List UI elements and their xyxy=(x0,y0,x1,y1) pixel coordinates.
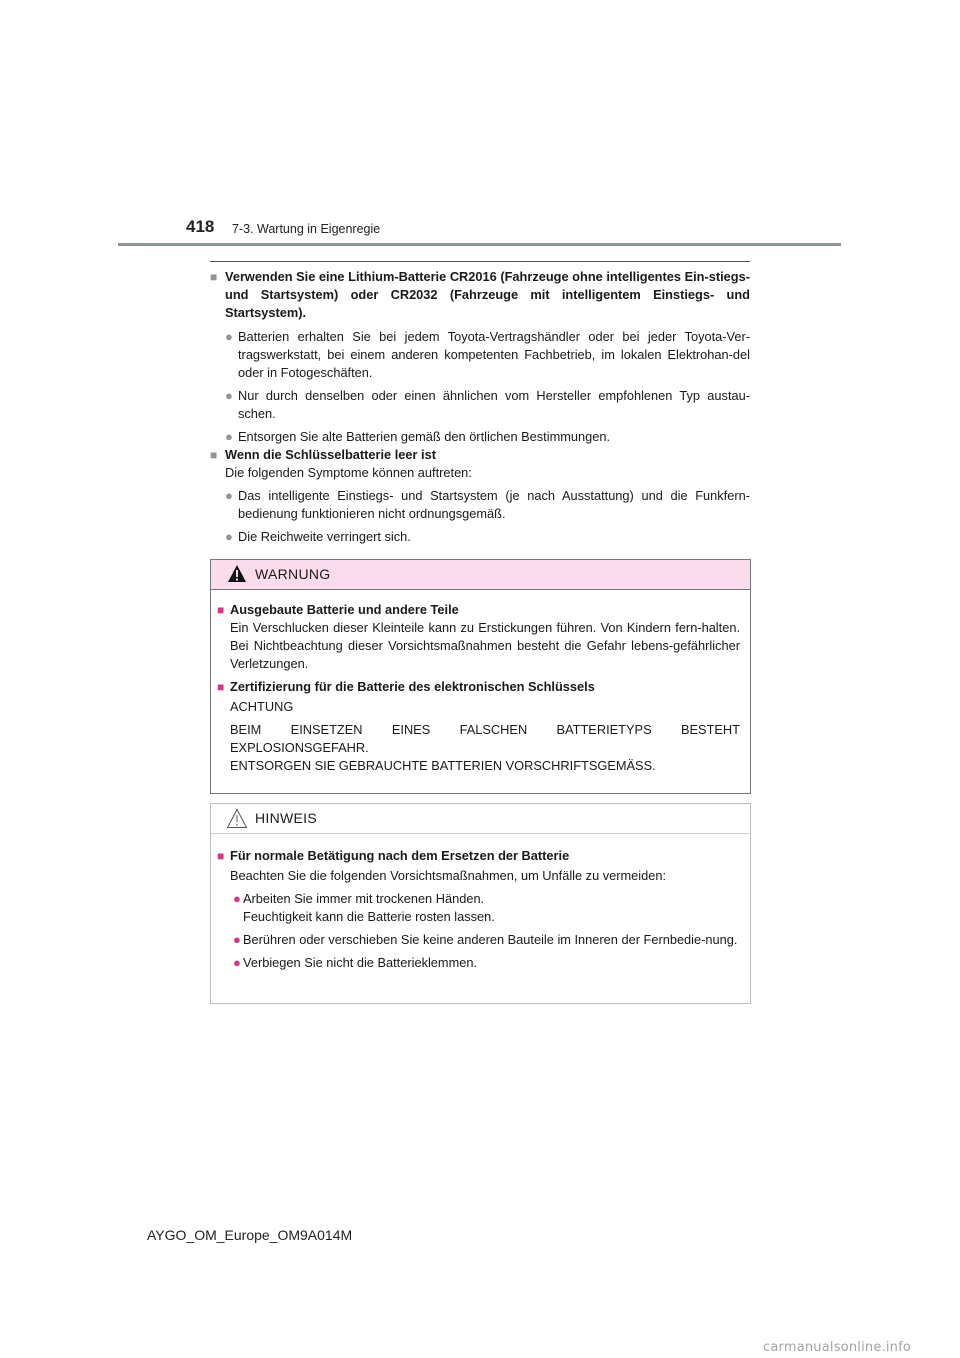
list-item: Nur durch denselben oder einen ähnlichen vom Hersteller empfohlenen Typ austau-schen. xyxy=(238,388,750,421)
section-heading: Verwenden Sie eine Lithium-Batterie CR2016 (Fahrzeuge ohne intelligentes Ein-stiegs- und Startsystem) oder CR2032 (Fahrzeuge mit intelligentem Einstiegs- und Startsystem). xyxy=(225,269,750,320)
page-number: 418 xyxy=(186,217,215,236)
circle-bullet-icon: ● xyxy=(225,488,233,503)
square-bullet-icon: ■ xyxy=(217,680,225,694)
empty-battery-section xyxy=(210,446,750,546)
square-bullet-icon: ■ xyxy=(210,448,218,462)
list-item: Entsorgen Sie alte Batterien gemäß den örtlichen Bestimmungen. xyxy=(238,429,611,444)
header-rule xyxy=(118,243,841,246)
hint-item: Verbiegen Sie nicht die Batterieklemmen. xyxy=(243,955,478,970)
section-intro: Die folgenden Symptome können auftreten: xyxy=(225,465,472,480)
warning-caution-label: ACHTUNG xyxy=(230,699,294,714)
document-id: AYGO_OM_Europe_OM9A014M xyxy=(147,1227,353,1243)
warning-item-heading: Ausgebaute Batterie und andere Teile xyxy=(230,602,459,617)
circle-bullet-icon: ● xyxy=(225,388,233,403)
list-item: Die Reichweite verringert sich. xyxy=(238,529,411,544)
circle-bullet-icon: ● xyxy=(233,891,241,906)
hint-item: Arbeiten Sie immer mit trockenen Händen. xyxy=(243,891,485,906)
caution-triangle-icon xyxy=(226,808,248,829)
battery-type-section xyxy=(210,268,750,451)
hint-intro: Beachten Sie die folgenden Vorsichtsmaßnahmen, um Unfälle zu vermeiden: xyxy=(230,868,667,883)
content-top-rule xyxy=(210,261,750,262)
square-bullet-icon: ■ xyxy=(217,603,225,617)
warning-caution-text: BEIM EINSETZEN EINES FALSCHEN BATTERIETYPS BESTEHT EXPLOSIONSGEFAHR. xyxy=(230,722,740,755)
list-item: Batterien erhalten Sie bei jedem Toyota-Vertragshändler oder bei jeder Toyota-Ver-tragswerkstatt, bei einem anderen kompetenten Fachbetrieb, im lokalen Elektrohan-del oder in Fotogeschäften. xyxy=(238,329,750,380)
hint-item-detail: Feuchtigkeit kann die Batterie rosten lassen. xyxy=(243,909,495,924)
hint-title: HINWEIS xyxy=(255,810,317,826)
warning-title: WARNUNG xyxy=(255,566,331,582)
warning-triangle-icon xyxy=(227,564,247,583)
hint-item: Berühren oder verschieben Sie keine anderen Bauteile im Inneren der Fernbedie-nung. xyxy=(243,932,738,947)
square-bullet-icon: ■ xyxy=(217,849,225,863)
warning-box xyxy=(210,559,751,794)
warning-header xyxy=(211,560,750,590)
section-title: 7-3. Wartung in Eigenregie xyxy=(232,222,381,236)
circle-bullet-icon: ● xyxy=(225,329,233,344)
square-bullet-icon: ■ xyxy=(210,270,218,284)
hint-box xyxy=(210,803,751,1004)
hint-heading: Für normale Betätigung nach dem Ersetzen der Batterie xyxy=(230,848,570,863)
list-item: Das intelligente Einstiegs- und Startsystem (je nach Ausstattung) und die Funkfern-bedienung funktionieren nicht ordnungsgemäß. xyxy=(238,488,750,521)
watermark: carmanualsonline.info xyxy=(763,1340,912,1355)
hint-header xyxy=(211,804,750,834)
warning-item-heading: Zertifizierung für die Batterie des elektronischen Schlüssels xyxy=(230,679,595,694)
circle-bullet-icon: ● xyxy=(233,932,241,947)
circle-bullet-icon: ● xyxy=(225,429,233,444)
circle-bullet-icon: ● xyxy=(233,955,241,970)
circle-bullet-icon: ● xyxy=(225,529,233,544)
warning-item-text: Ein Verschlucken dieser Kleinteile kann zu Erstickungen führen. Von Kindern fern-halten. Bei Nichtbeachtung dieser Vorsichtsmaßnahmen besteht die Gefahr lebens-gefährlicher Verletzungen. xyxy=(230,620,740,671)
warning-disposal-text: ENTSORGEN SIE GEBRAUCHTE BATTERIEN VORSCHRIFTSGEMÄSS. xyxy=(230,758,656,773)
section-heading: Wenn die Schlüsselbatterie leer ist xyxy=(225,447,436,462)
